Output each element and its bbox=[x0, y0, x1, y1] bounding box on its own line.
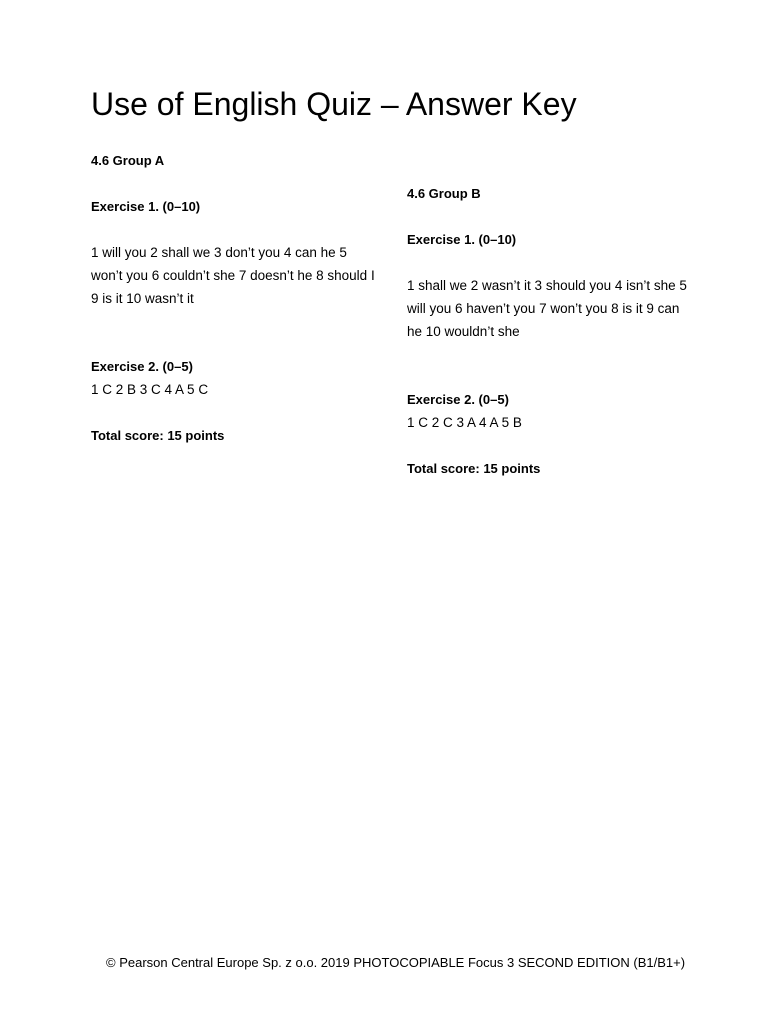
group-a-heading: 4.6 Group A bbox=[91, 153, 165, 168]
group-b-section bbox=[407, 182, 692, 480]
group-b-exercise1-heading: Exercise 1. (0–10) bbox=[407, 232, 517, 247]
group-a-exercise1-answers: 1 will you 2 shall we 3 don’t you 4 can he 5 won’t you 6 couldn’t she 7 doesn’t he 8 should I 9 is it 10 wasn’t it bbox=[91, 245, 375, 306]
group-a-section bbox=[91, 149, 376, 447]
group-b-heading: 4.6 Group B bbox=[407, 186, 481, 201]
group-b-exercise2-answers: 1 C 2 C 3 A 4 A 5 B bbox=[407, 415, 522, 430]
group-a-exercise2-heading: Exercise 2. (0–5) bbox=[91, 359, 193, 374]
page-title: Use of English Quiz – Answer Key bbox=[91, 86, 577, 122]
page-footer: © Pearson Central Europe Sp. z o.o. 2019 PHOTOCOPIABLE Focus 3 SECOND EDITION (B1/B1+) bbox=[106, 955, 686, 970]
group-b-exercise1-answers: 1 shall we 2 wasn’t it 3 should you 4 isn’t she 5 will you 6 haven’t you 7 won’t you 8 is it 9 can he 10 wouldn’t she bbox=[407, 278, 687, 339]
group-b-total-score: Total score: 15 points bbox=[407, 461, 541, 476]
group-b-exercise2-heading: Exercise 2. (0–5) bbox=[407, 392, 509, 407]
group-a-exercise1-heading: Exercise 1. (0–10) bbox=[91, 199, 201, 214]
group-a-total-score: Total score: 15 points bbox=[91, 428, 225, 443]
group-a-exercise2-answers: 1 C 2 B 3 C 4 A 5 C bbox=[91, 382, 209, 397]
